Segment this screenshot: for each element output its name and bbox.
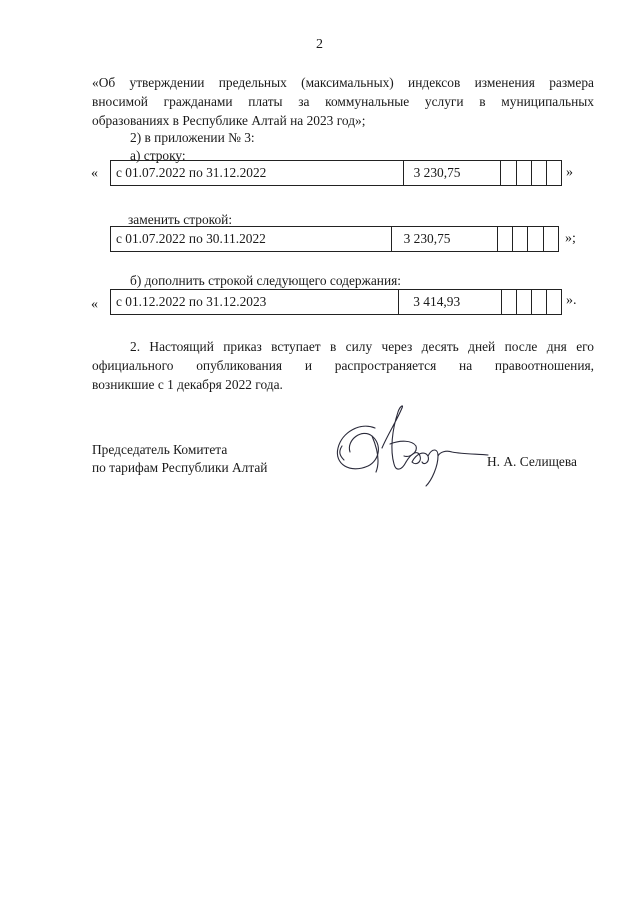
intro-line: вносимой гражданами платы за коммунальные услуги в муниципальных <box>92 94 594 109</box>
close-quote: ». <box>566 293 577 308</box>
clause-2-line: 2. Настоящий приказ вступает в силу через десять дней после дня его <box>130 339 594 354</box>
appendix-line: 2) в приложении № 3: <box>130 130 255 145</box>
empty-cell <box>513 227 528 252</box>
table-row-original <box>110 160 562 186</box>
period-cell: с 01.12.2022 по 31.12.2023 <box>111 290 399 315</box>
open-quote: « <box>91 297 98 312</box>
open-quote: « <box>91 166 98 181</box>
period-cell: с 01.07.2022 по 30.11.2022 <box>111 227 392 252</box>
empty-cell <box>546 161 561 186</box>
replace-label: заменить строкой: <box>128 212 233 227</box>
empty-cell <box>516 161 531 186</box>
handwritten-signature <box>320 400 490 490</box>
empty-cell <box>501 161 516 186</box>
signatory-title-line: Председатель Комитета <box>92 442 228 457</box>
table-row-addition <box>110 289 562 315</box>
empty-cell <box>528 227 543 252</box>
clause-2-line: официального опубликования и распространяется на правоотношения, <box>92 358 594 373</box>
clause-2-paragraph <box>92 337 594 394</box>
empty-cell <box>531 161 546 186</box>
intro-line: «Об утверждении предельных (максимальных) индексов изменения размера <box>92 75 594 90</box>
intro-paragraph <box>92 73 594 130</box>
intro-line: образованиях в Республике Алтай на 2023 год»; <box>92 113 366 128</box>
empty-cell <box>501 290 516 315</box>
item-b-label: б) дополнить строкой следующего содержания: <box>130 273 401 288</box>
empty-cell <box>531 290 546 315</box>
empty-cell <box>543 227 558 252</box>
value-cell: 3 230,75 <box>391 227 497 252</box>
value-cell: 3 414,93 <box>399 290 501 315</box>
signatory-title <box>92 441 267 477</box>
signatory-title-line: по тарифам Республики Алтай <box>92 460 268 475</box>
clause-2-line: возникшие с 1 декабря 2022 года. <box>92 377 283 392</box>
empty-cell <box>546 290 561 315</box>
empty-cell <box>516 290 531 315</box>
item-a-label: а) строку: <box>130 148 186 163</box>
close-quote: »; <box>565 231 576 246</box>
empty-cell <box>497 227 512 252</box>
close-quote: » <box>566 165 573 180</box>
period-cell: с 01.07.2022 по 31.12.2022 <box>111 161 404 186</box>
value-cell: 3 230,75 <box>403 161 501 186</box>
signatory-name: Н. А. Селищева <box>487 454 577 469</box>
table-row-replacement <box>110 226 559 252</box>
page-number: 2 <box>316 37 323 52</box>
